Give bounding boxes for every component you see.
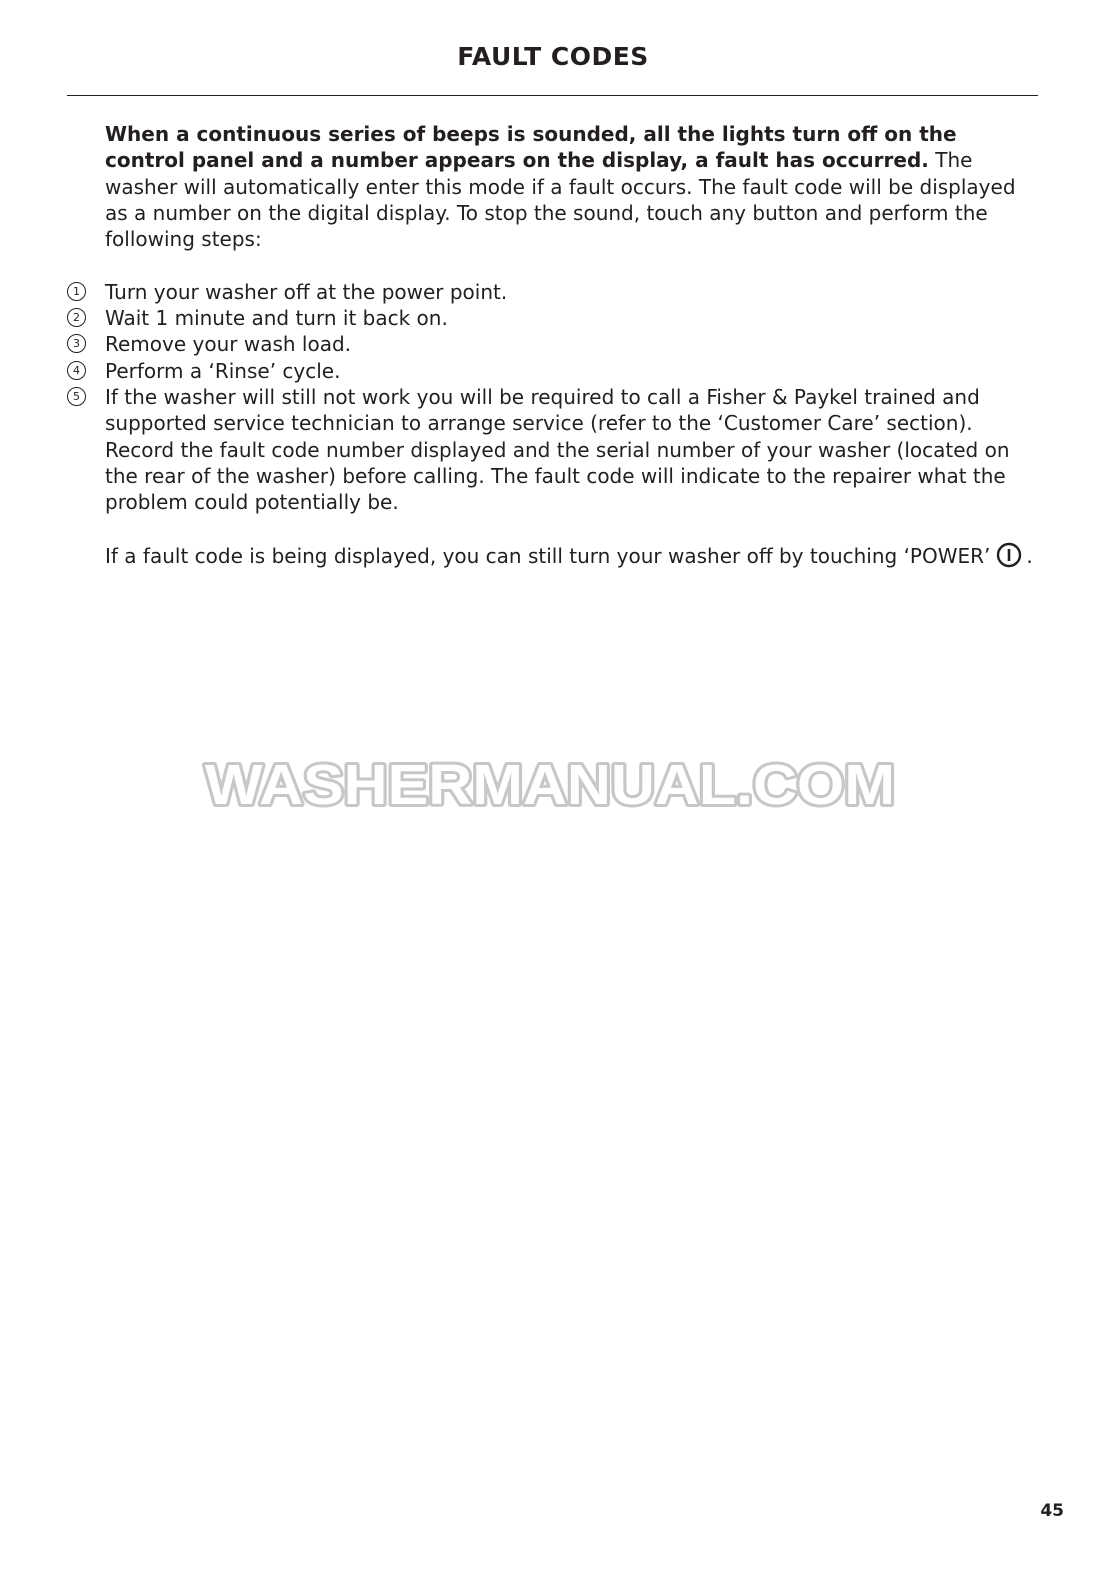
step-text: Wait 1 minute and turn it back on.: [105, 306, 448, 331]
step-text: Perform a ‘Rinse’ cycle.: [105, 358, 341, 383]
step-number-circle: 4: [67, 361, 86, 380]
step-item: [73, 331, 1040, 357]
step-item: [73, 358, 1040, 384]
step-number-circle: 2: [67, 308, 86, 327]
title-divider: [67, 95, 1038, 96]
step-item: [73, 384, 1040, 515]
steps-list: [73, 279, 1040, 516]
page-number: 45: [1040, 1501, 1064, 1521]
step-text: Turn your washer off at the power point.: [105, 279, 508, 304]
step-number-circle: 3: [67, 334, 86, 353]
watermark-text: WASHERMANUAL.COM: [205, 753, 895, 817]
note-end: .: [1026, 543, 1033, 568]
step-number-circle: 1: [67, 282, 86, 301]
content-body: [73, 121, 1040, 574]
intro-paragraph: [105, 121, 1040, 252]
step-text: If the washer will still not work you will be required to call a Fisher & Paykel trained and supported service technician to arrange service (refer to the ‘Customer Care’ section). Record the fault code number displayed and the serial number of your washer (located on the rear of the washer) before calling. The fault code will indicate to the repairer what the problem could potentially be.: [105, 384, 1010, 515]
intro-text: The washer will automatically enter this mode if a fault occurs. The fault code will be displayed as a number on the digital display. To stop the sound, touch any button and perform the following steps:: [105, 148, 1016, 252]
step-item: [73, 279, 1040, 305]
intro-bold-text: When a continuous series of beeps is sounded, all the lights turn off on the control panel and a number appears on the display, a fault has occurred.: [105, 122, 957, 173]
note-text: If a fault code is being displayed, you can still turn your washer off by touching ‘POWER’: [105, 543, 991, 568]
power-note: [105, 542, 1040, 574]
power-icon: [996, 542, 1022, 574]
step-item: [73, 305, 1040, 331]
watermark-logo: [200, 752, 900, 822]
page-title: FAULT CODES: [457, 42, 649, 71]
step-text: Remove your wash load.: [105, 332, 352, 357]
step-number-circle: 5: [67, 387, 86, 406]
